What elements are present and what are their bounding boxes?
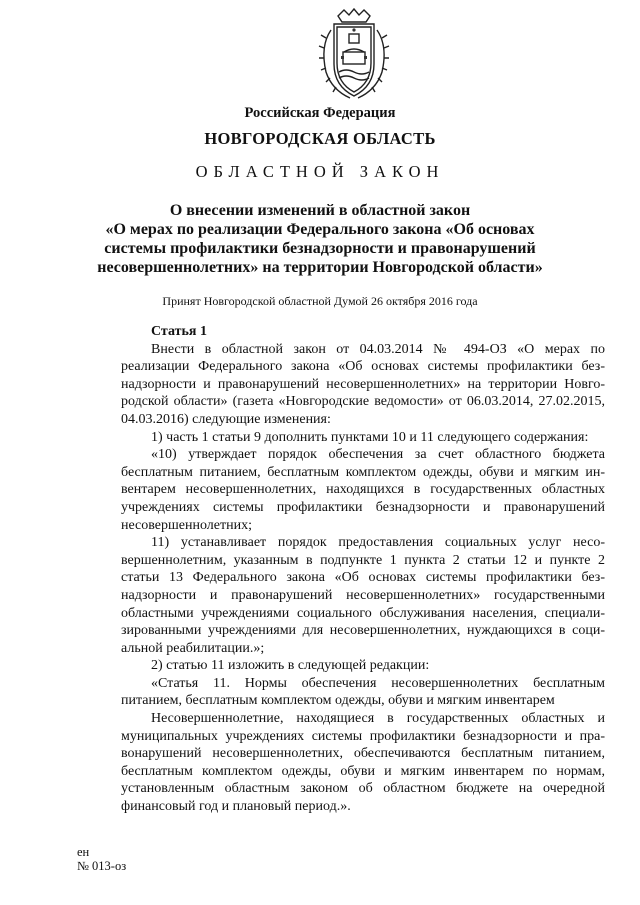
body-line: родской области» (газета «Новгородские ведомости» от 06.03.2014, 27.02.2015, <box>121 394 605 410</box>
body-line: вершеннолетним, указанным в подпункте 1 пункта 2 статьи 12 и пункте 2 <box>121 552 605 568</box>
title-line: системы профилактики безнадзорности и правонарушений <box>104 240 536 257</box>
body-line: бесплатным комплектом одежды, обуви и мягким инвентарем по нормам, <box>121 763 605 779</box>
body-line: муниципальных учреждениях системы профилактики безнадзорности и пра- <box>121 728 605 744</box>
title-line: несовершеннолетних» на территории Новгородской области» <box>97 259 543 276</box>
body-line: надзорности и правонарушений несовершеннолетних» на территории Новго- <box>121 376 605 392</box>
title-line: О внесении изменений в областной закон <box>169 202 471 219</box>
body-line: реализации Федерального закона «Об основах системы профилактики без- <box>121 359 605 375</box>
body-line: питанием, бесплатным комплектом одежды, обуви и мягким инвентарем <box>121 693 555 709</box>
body-line: надзорности и правонарушений несовершеннолетних» государственными <box>121 587 605 603</box>
body-line: финансовый год и плановый период.». <box>121 799 351 815</box>
body-line: «10) утверждает порядок обеспечения за счет областного бюджета <box>151 447 605 463</box>
body-line: несовершеннолетних; <box>121 517 252 533</box>
body-line: 1) часть 1 статьи 9 дополнить пунктами 10 и 11 следующего содержания: <box>151 429 589 445</box>
adoption-line: Принят Новгородской областной Думой 26 октября 2016 года <box>162 294 478 308</box>
body-line: альной реабилитации.»; <box>121 640 265 656</box>
region-name: НОВГОРОДСКАЯ ОБЛАСТЬ <box>204 129 436 148</box>
body-line: учреждениях системы профилактики безнадзорности и правонарушений <box>121 499 605 515</box>
body-line: бесплатным питанием, бесплатным комплектом одежды, обуви и мягким ин- <box>121 464 605 480</box>
body-line: статьи 13 Федерального закона «Об основах системы профилактики без- <box>121 570 605 586</box>
law-title <box>0 201 640 277</box>
body-line: Внести в областной закон от 04.03.2014 № 494-ОЗ «О мерах по <box>151 341 605 357</box>
country-name: Российская Федерация <box>244 105 396 121</box>
body-line: 11) устанавливает порядок предоставления социальных услуг несо- <box>151 535 605 551</box>
body-line: «Статья 11. Нормы обеспечения несовершеннолетних бесплатным <box>151 675 605 691</box>
body-line: зированными учреждениями для несовершеннолетних, нуждающихся в соци- <box>121 623 605 639</box>
body-line: вонарушений несовершеннолетних, обеспечиваются бесплатным питанием, <box>121 746 605 762</box>
document-type: ОБЛАСТНОЙ ЗАКОН <box>195 162 445 181</box>
article-heading: Статья 1 <box>151 324 207 339</box>
body-line: областными учреждениями социального обслуживания населения, специали- <box>121 605 605 621</box>
body-line: вентарем несовершеннолетних, находящихся в государственных областных <box>121 482 605 498</box>
body-line: Несовершеннолетние, находящиеся в государственных областных и <box>151 711 605 727</box>
coat-of-arms-icon <box>304 6 404 102</box>
law-body <box>121 323 605 816</box>
document-footer <box>77 845 126 873</box>
body-line: 2) статью 11 изложить в следующей редакции: <box>151 658 430 674</box>
body-line: установленным областным законом об областном бюджете на очередной <box>121 781 605 797</box>
body-line: 04.03.2016) следующие изменения: <box>121 411 331 427</box>
footer-initials: ен <box>77 845 90 859</box>
footer-number: № 013-оз <box>77 859 127 873</box>
title-line: «О мерах по реализации Федерального закона «Об основах <box>105 221 535 238</box>
